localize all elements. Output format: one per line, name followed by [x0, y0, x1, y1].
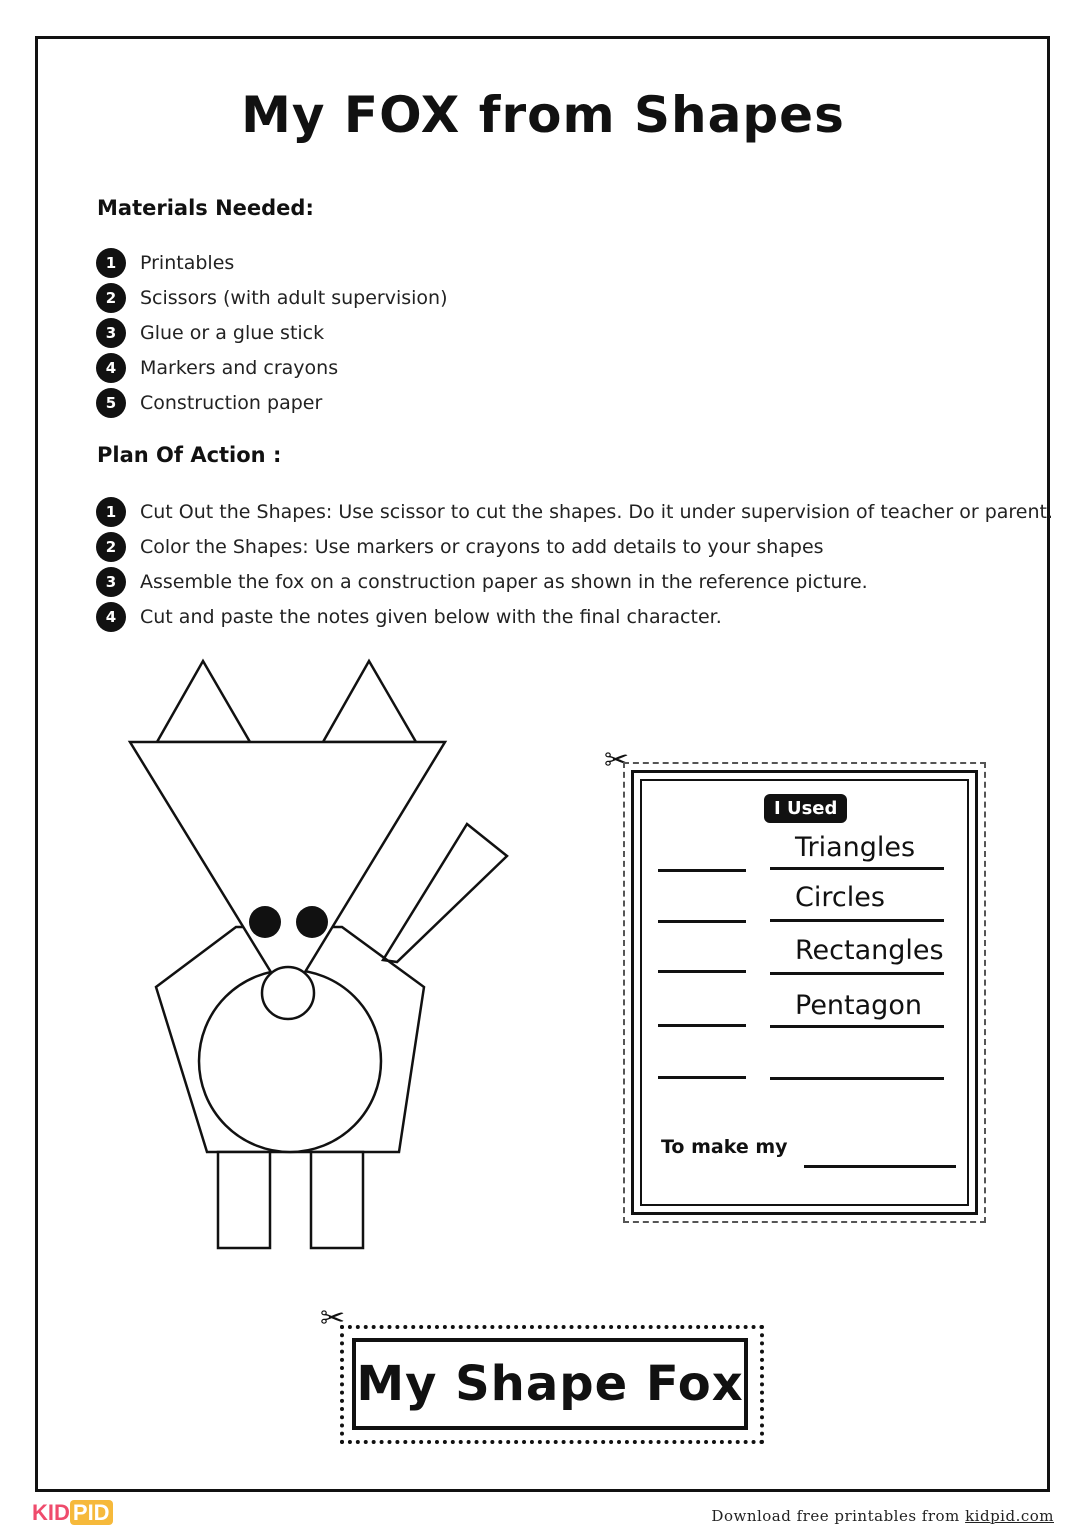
shape-pentagon: Pentagon: [795, 990, 922, 1021]
list-item-text: Markers and crayons: [140, 356, 339, 379]
list-item-text: Printables: [140, 251, 235, 274]
list-item: [96, 564, 1053, 599]
list-item: [96, 385, 448, 420]
download-text: Download free printables from: [711, 1507, 960, 1525]
shape-line: [770, 919, 944, 922]
list-item: [96, 350, 448, 385]
step-number-badge: 3: [96, 567, 126, 597]
list-item: [96, 599, 1053, 634]
tally-line: [658, 1076, 746, 1079]
footer-text: [711, 1507, 1054, 1525]
to-make-text: To make my: [661, 1136, 788, 1158]
list-item: [96, 245, 448, 280]
right-ear-triangle: [323, 661, 416, 742]
list-item-text: Cut and paste the notes given below with the final character.: [140, 605, 722, 628]
shape-circles: Circles: [795, 882, 885, 913]
name-label: My Shape Fox: [352, 1338, 748, 1430]
page-title: My FOX from Shapes: [241, 86, 845, 144]
step-number-badge: 1: [96, 248, 126, 278]
step-number-badge: 2: [96, 532, 126, 562]
step-number-badge: 4: [96, 602, 126, 632]
scissors-icon: ✂: [320, 1301, 346, 1336]
i-used-badge: I Used: [764, 794, 847, 823]
list-item: [96, 315, 448, 350]
scissors-icon: ✂: [604, 743, 630, 778]
tally-line: [658, 970, 746, 973]
tally-line: [658, 1024, 746, 1027]
step-number-badge: 3: [96, 318, 126, 348]
step-number-badge: 4: [96, 353, 126, 383]
plan-heading: Plan Of Action :: [97, 443, 282, 467]
list-item-text: Cut Out the Shapes: Use scissor to cut the shapes. Do it under supervision of teacher or parent.: [140, 500, 1054, 523]
shape-line: [770, 867, 944, 870]
step-number-badge: 1: [96, 497, 126, 527]
shape-line: [770, 1077, 944, 1080]
tally-line: [658, 869, 746, 872]
list-item-text: Color the Shapes: Use markers or crayons to add details to your shapes: [140, 535, 824, 558]
fox-illustration: [120, 650, 520, 1260]
list-item-text: Construction paper: [140, 391, 323, 414]
kidpid-logo: KID PID: [32, 1500, 113, 1526]
character-name-line: [804, 1165, 956, 1168]
shape-line: [770, 1025, 944, 1028]
shape-rectangles: Rectangles: [795, 935, 944, 966]
left-eye: [249, 906, 281, 938]
nose-circle: [262, 967, 314, 1019]
plan-list: [96, 494, 1053, 634]
list-item-text: Assemble the fox on a construction paper as shown in the reference picture.: [140, 570, 868, 593]
right-eye: [296, 906, 328, 938]
tail-shape: [383, 824, 507, 962]
right-leg-rectangle: [311, 1152, 363, 1248]
step-number-badge: 2: [96, 283, 126, 313]
materials-list: [96, 245, 448, 420]
list-item: [96, 280, 448, 315]
left-leg-rectangle: [218, 1152, 270, 1248]
list-item: [96, 529, 1053, 564]
shape-triangles: Triangles: [795, 832, 916, 863]
shape-line: [770, 972, 944, 975]
step-number-badge: 5: [96, 388, 126, 418]
left-ear-triangle: [157, 661, 250, 742]
list-item-text: Glue or a glue stick: [140, 321, 325, 344]
tally-line: [658, 920, 746, 923]
list-item: [96, 494, 1053, 529]
materials-heading: Materials Needed:: [97, 196, 314, 220]
list-item-text: Scissors (with adult supervision): [140, 286, 448, 309]
kidpid-link[interactable]: kidpid.com: [965, 1507, 1054, 1525]
